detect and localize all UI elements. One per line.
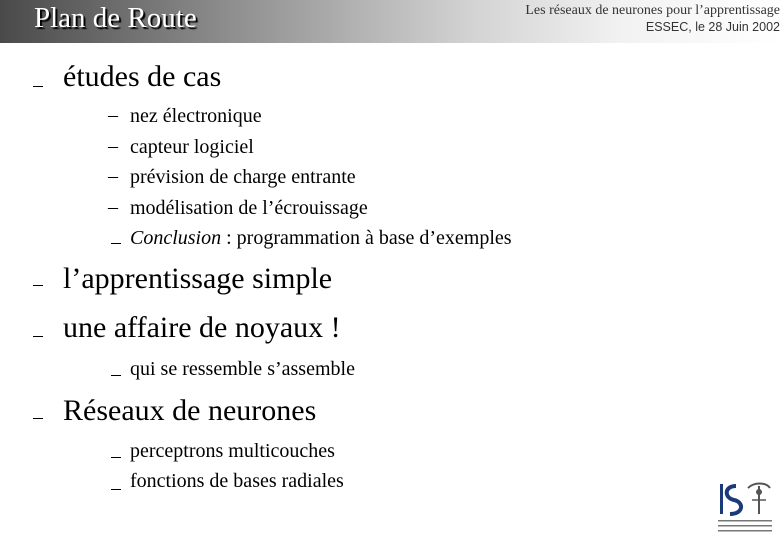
bullet-marker [111,243,121,244]
bullet-marker [111,489,121,490]
case-item: prévision de charge entrante [130,166,356,188]
case-item: modélisation de l’écrouissage [130,197,368,219]
slide-title: Plan de Route [34,2,197,34]
network-type: perceptrons multicouches [130,440,335,462]
outline-reseaux: Réseaux de neurones [63,394,317,427]
conclusion-item [130,227,512,250]
bullet-marker [33,285,43,286]
ressemble-item: qui se ressemble s’assemble [130,358,355,380]
dash-marker: – [108,196,118,218]
header-subtitle: Les réseaux de neurones pour l’apprentissage [525,3,780,18]
header-date: ESSEC, le 28 Juin 2002 [645,20,780,34]
slide-header [0,0,780,43]
network-type: fonctions de bases radiales [130,470,344,492]
bullet-marker [33,418,43,419]
case-item: capteur logiciel [130,136,254,158]
outline-apprentissage: l’apprentissage simple [63,262,333,295]
bullet-marker [33,336,43,337]
case-item: nez électronique [130,105,262,127]
bullet-marker [111,375,121,376]
outline-etudes: études de cas [63,60,222,93]
bullet-marker [111,457,121,458]
outline-noyaux: une affaire de noyaux ! [63,311,341,344]
bullet-marker [33,86,43,87]
dash-marker: – [108,104,118,126]
conclusion-label: Conclusion [130,227,222,249]
conclusion-text: : programmation à base d’exemples [221,227,512,249]
header-info [525,2,780,36]
lab-logo-icon [714,480,776,538]
dash-marker: – [108,165,118,187]
dash-marker: – [108,135,118,157]
